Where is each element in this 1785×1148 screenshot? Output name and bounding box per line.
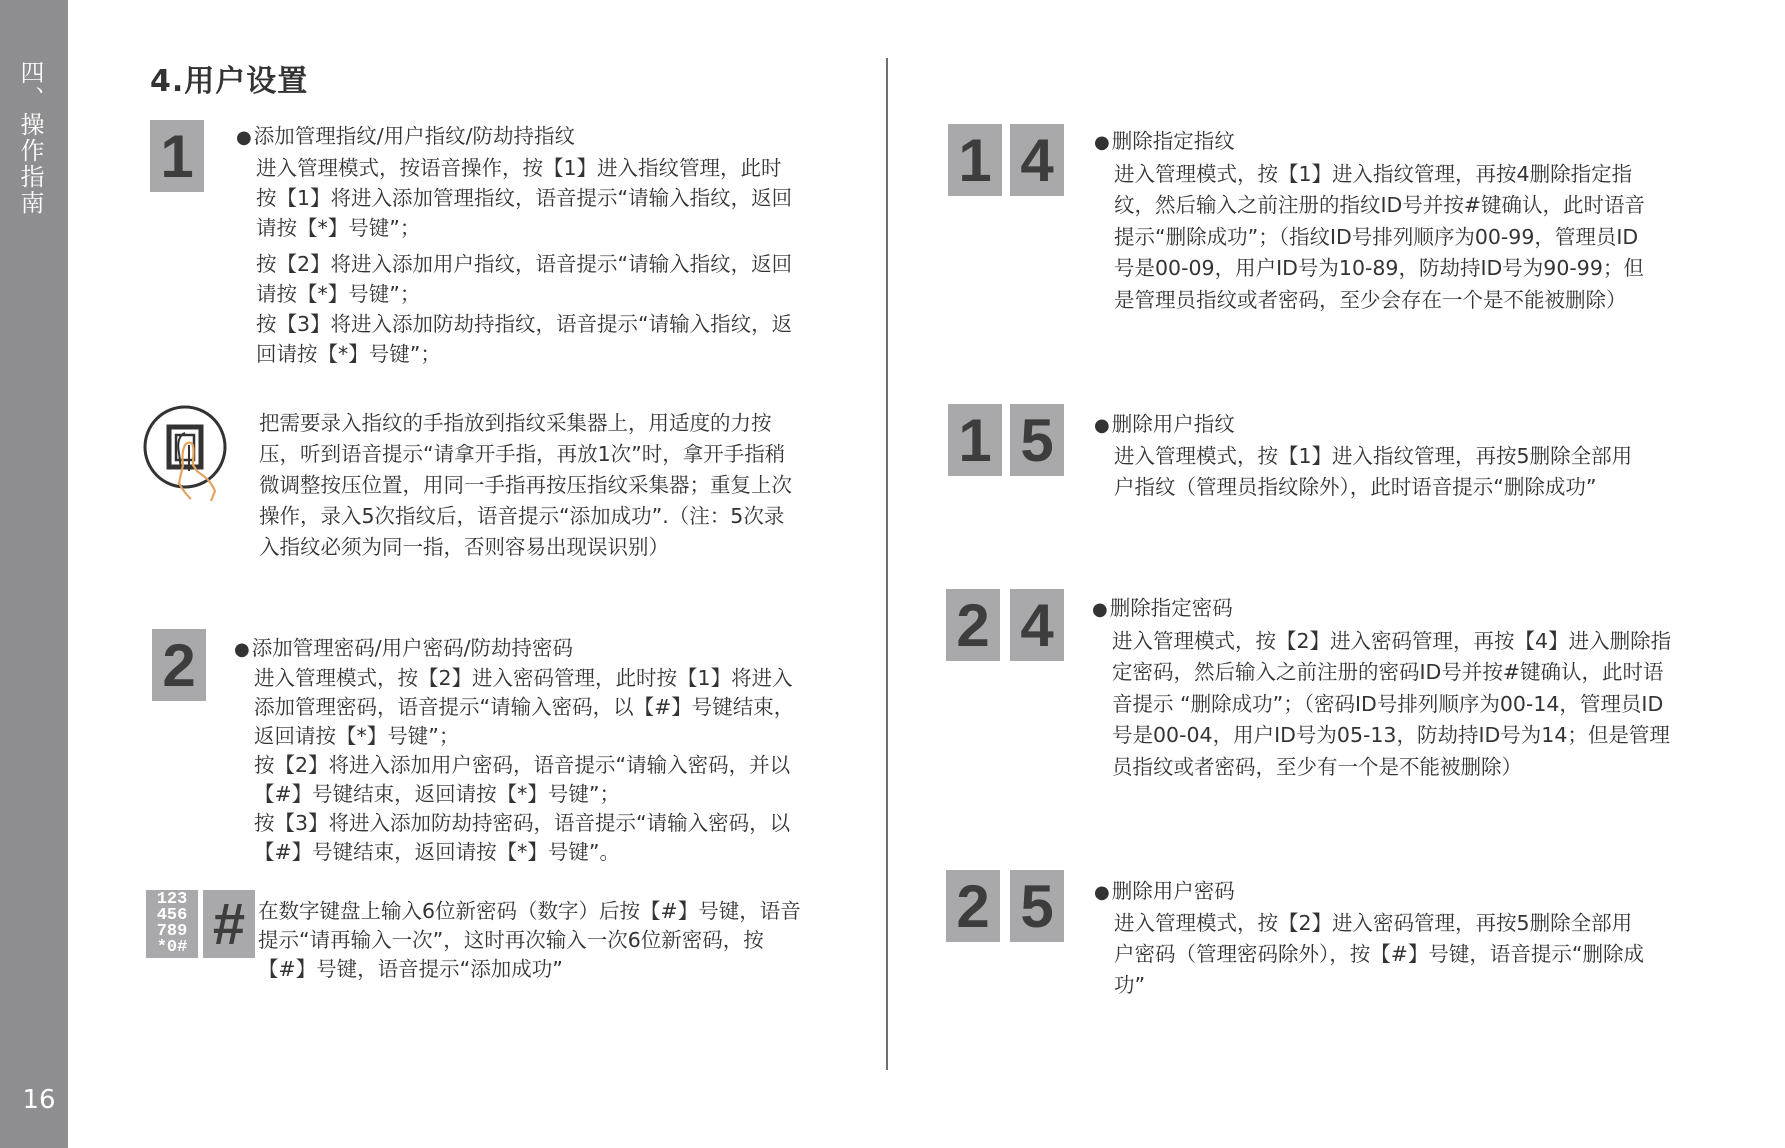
section-15 [1094, 409, 1649, 503]
section-15-heading: ● 删除用户指纹 [1094, 409, 1649, 441]
section-14-body: 进入管理模式，按【1】进入指纹管理，再按4删除指定指纹，然后输入之前注册的指纹ID号并按#键确认，此时语音提示“删除成功”；（指纹ID号排列顺序为00-99，管理员ID号是00-09，用户ID号为10-89，防劫持ID号为90-99；但是管理员指纹或者密码，至少会存在一个是不能被删除） [1114, 161, 1646, 312]
keypad-icon: 123 456 789 *0# [146, 890, 198, 958]
step-badge-15-digit-2: 5 [1010, 404, 1064, 476]
section-label: 四、操作指南 [16, 60, 44, 216]
section-24 [1092, 593, 1672, 783]
section-1-line: 进入管理模式，按语音操作，按【1】进入指纹管理，此时按【1】将进入添加管理指纹，语音提示“请输入指纹，返回请按【*】号键”； [256, 156, 793, 240]
step-badge-25-digit-1: 2 [946, 870, 1000, 942]
column-divider [886, 58, 888, 1070]
section-2-line: 进入管理模式，按【2】进入密码管理，此时按【1】将进入添加管理密码，语音提示“请输入密码，以【#】号键结束，返回请按【*】号键”； [254, 666, 795, 748]
section-2-heading: ● 添加管理密码/用户密码/防劫持密码 [234, 634, 799, 664]
section-25-body: 进入管理模式，按【2】进入密码管理，再按5删除全部用户密码（管理密码除外），按【#】号键，语音提示“删除成功” [1114, 911, 1645, 997]
section-25 [1094, 876, 1649, 1001]
section-14-heading: ● 删除指定指纹 [1094, 126, 1649, 159]
step-badge-14-digit-1: 1 [948, 124, 1002, 196]
section-2 [234, 634, 799, 867]
section-24-body: 进入管理模式，按【2】进入密码管理，再按【4】进入删除指定密码，然后输入之前注册的密码ID号并按#键确认，此时语音提示 “删除成功”；（密码ID号排列顺序为00-14，管理员ID号是00-04，用户ID号为05-13，防劫持ID号为14；但是管理员指纹或者密码，至少有一个是不能被删除） [1112, 628, 1672, 779]
section-2-body [234, 664, 799, 867]
step-badge-2: 2 [152, 629, 206, 701]
page-title: 4.用户设置 [150, 64, 309, 99]
section-25-heading: ● 删除用户密码 [1094, 876, 1649, 908]
section-1-heading: ● 添加管理指纹/用户指纹/防劫持指纹 [236, 121, 801, 153]
sidebar [0, 0, 68, 1148]
section-2-line: 按【3】将进入添加防劫持密码，语音提示“请输入密码，以【#】号键结束，返回请按【*】号键”。 [254, 811, 791, 864]
step-badge-25-digit-2: 5 [1010, 870, 1064, 942]
step-badge-1: 1 [150, 120, 204, 192]
section-2-line: 按【2】将进入添加用户密码，语音提示“请输入密码，并以【#】号键结束，返回请按【*】号键”； [254, 753, 791, 806]
section-1-line: 按【3】将进入添加防劫持指纹，语音提示“请输入指纹，返回请按【*】号键”； [256, 312, 793, 366]
section-14 [1094, 126, 1649, 316]
page-number: 16 [22, 1085, 56, 1115]
section-1 [236, 121, 801, 369]
step-badge-24-digit-2: 4 [1010, 589, 1064, 661]
step-badge-14-digit-2: 4 [1010, 124, 1064, 196]
fingerprint-sensor-icon [143, 405, 233, 505]
step-badge-24-digit-1: 2 [946, 589, 1000, 661]
section-24-heading: ● 删除指定密码 [1092, 593, 1672, 626]
keypad-note: 在数字键盘上输入6位新密码（数字）后按【#】号键，语音提示“请再输入一次”，这时再次输入一次6位新密码，按【#】号键，语音提示“添加成功” [258, 899, 801, 981]
step-badge-15-digit-1: 1 [948, 404, 1002, 476]
fingerprint-note: 把需要录入指纹的手指放到指纹采集器上，用适度的力按压，听到语音提示“请拿开手指，再放1次”时，拿开手指稍微调整按压位置，用同一手指再按压指纹采集器；重复上次操作，录入5次指纹后，语音提示“添加成功”.（注：5次录入指纹必须为同一指，否则容易出现误识别） [259, 411, 792, 559]
section-15-body: 进入管理模式，按【1】进入指纹管理，再按5删除全部用户指纹（管理员指纹除外），此时语音提示“删除成功” [1114, 444, 1633, 499]
section-1-body [236, 153, 801, 369]
section-1-line: 按【2】将进入添加用户指纹，语音提示“请输入指纹，返回请按【*】号键”； [256, 252, 793, 306]
hash-key-icon: # [203, 890, 255, 958]
